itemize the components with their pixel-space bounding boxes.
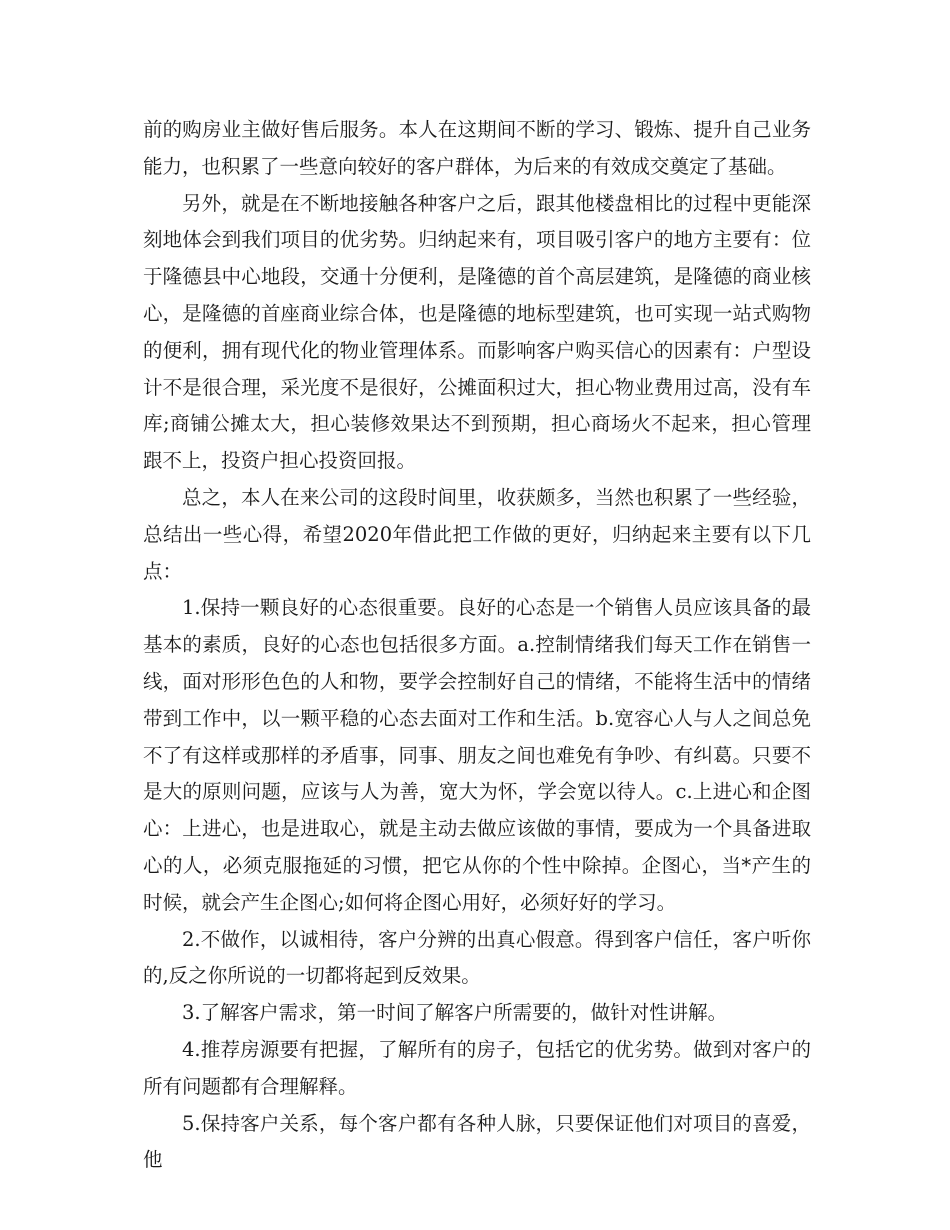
paragraph-summary-intro: 总之，本人在来公司的这段时间里，收获颇多，当然也积累了一些经验，总结出一些心得，希望2020年借此把工作做的更好，归纳起来主要有以下几点： xyxy=(143,485,811,583)
paragraph-point-3: 3.了解客户需求，第一时间了解客户所需要的，做针对性讲解。 xyxy=(182,1001,728,1025)
paragraph-project-analysis: 另外，就是在不断地接触各种客户之后，跟其他楼盘相比的过程中更能深刻地体会到我们项目的优劣势。归纳起来有，项目吸引客户的地方主要有：位于隆德县中心地段，交通十分便利，是隆德的首个高层建筑，是隆德的商业核心，是隆德的首座商业综合体，也是隆德的地标型建筑，也可实现一站式购物的便利，拥有现代化的物业管理体系。而影响客户购买信心的因素有：户型设计不是很合理，采光度不是很好，公摊面积过大，担心物业费用过高，没有车库;商铺公摊太大，担心装修效果达不到预期，担心商场火不起来，担心管理跟不上，投资户担心投资回报。 xyxy=(143,191,811,473)
paragraph-point-1: 1.保持一颗良好的心态很重要。良好的心态是一个销售人员应该具备的最基本的素质，良好的心态也包括很多方面。a.控制情绪我们每天工作在销售一线，面对形形色色的人和物，要学会控制好自己的情绪，不能将生活中的情绪带到工作中，以一颗平稳的心态去面对工作和生活。b.宽容心人与人之间总免不了有这样或那样的矛盾事，同事、朋友之间也难免有争吵、有纠葛。只要不是大的原则问题，应该与人为善，宽大为怀，学会宽以待人。c.上进心和企图心：上进心，也是进取心，就是主动去做应该做的事情，要成为一个具备进取心的人，必须克服拖延的习惯，把它从你的个性中除掉。企图心，当*产生的时候，就会产生企图心;如何将企图心用好，必须好好的学习。 xyxy=(143,596,811,914)
paragraph-continuation: 前的购房业主做好售后服务。本人在这期间不断的学习、锻炼、提升自己业务能力，也积累了一些意向较好的客户群体，为后来的有效成交奠定了基础。 xyxy=(143,118,811,178)
document-body xyxy=(143,112,811,1179)
paragraph-point-4: 4.推荐房源要有把握，了解所有的房子，包括它的优劣势。做到对客户的所有问题都有合理解释。 xyxy=(143,1037,811,1098)
paragraph-point-5: 5.保持客户关系，每个客户都有各种人脉，只要保证他们对项目的喜爱，他 xyxy=(143,1111,811,1172)
paragraph-point-2: 2.不做作，以诚相待，客户分辨的出真心假意。得到客户信任，客户听你的,反之你所说的一切都将起到反效果。 xyxy=(143,927,811,988)
